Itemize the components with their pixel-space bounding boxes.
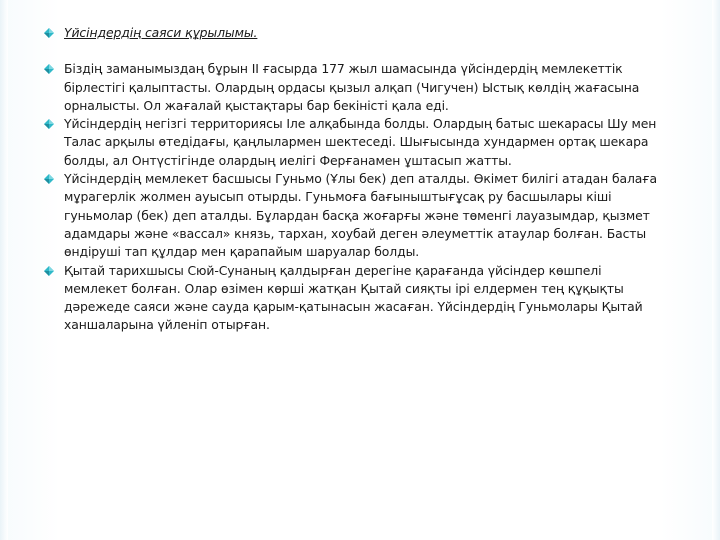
heading-item (44, 24, 664, 42)
slide-content (44, 24, 664, 335)
paragraph-1 (44, 60, 664, 115)
paragraph-text: Қытай тарихшысы Сюй-Сунаның қалдырған дерегіне қарағанда үйсіндер көшпелі мемлекет болған. Олар өзімен көрші жатқан Қытай сияқты ірі елдермен тең құқықты дәрежеде саяси және сауда қарым-қатынасын жасаған. Үйсіндердің Гуньмолары Қытай ханшаларына үйленіп отырған. (64, 262, 643, 333)
diamond-bullet-icon (44, 64, 54, 74)
paragraph-text: Біздің заманымыздаң бұрын ІІ ғасырда 177 жыл шамасында үйсіндердің мемлекеттік бірлестігі қалыптасты. Олардың ордасы қызыл алқап (Чигучен) Ыстық көлдің жағасына орналысты. Ол жағалай қыстақтары бар бекіністі қала еді. (64, 61, 640, 113)
paragraph-4 (44, 262, 664, 335)
diamond-bullet-icon (44, 28, 54, 38)
diamond-bullet-icon (44, 119, 54, 129)
paragraph-3 (44, 170, 664, 261)
paragraph-text: Үйсіндердің мемлекет басшысы Гуньмо (Ұлы бек) деп аталды. Өкімет билігі атадан балаға мұрагерлік жолмен ауысып отырды. Гуньмоға бағыныштығұсақ ру басшылары кіші гуньмолар (бек) деп аталды. Бұлардан басқа жоғарғы және төменгі лауазымдар, қызмет адамдары және «вассал» князь, тархан, хоубай деген әлеуметтік атаулар болған. Басты өндіруші тап құлдар мен қарапайым шаруалар болды. (64, 171, 658, 260)
paragraph-text: Үйсіндердің негізгі территориясы Іле алқабында болды. Олардың батыс шекарасы Шу мен Талас арқылы өтедідағы, қаңлылармен шектеседі. Шығысында хундармен ортақ шекара болды, ал Онтүстігінде олардың иелігі Ферғанамен ұштасып жатты. (64, 116, 657, 168)
diamond-bullet-icon (44, 174, 54, 184)
slide-left-shade (0, 0, 8, 540)
slide-heading: Үйсіндердің саяси құрылымы. (64, 25, 258, 40)
slide-right-shade (712, 0, 720, 540)
paragraph-2 (44, 115, 664, 170)
diamond-bullet-icon (44, 266, 54, 276)
